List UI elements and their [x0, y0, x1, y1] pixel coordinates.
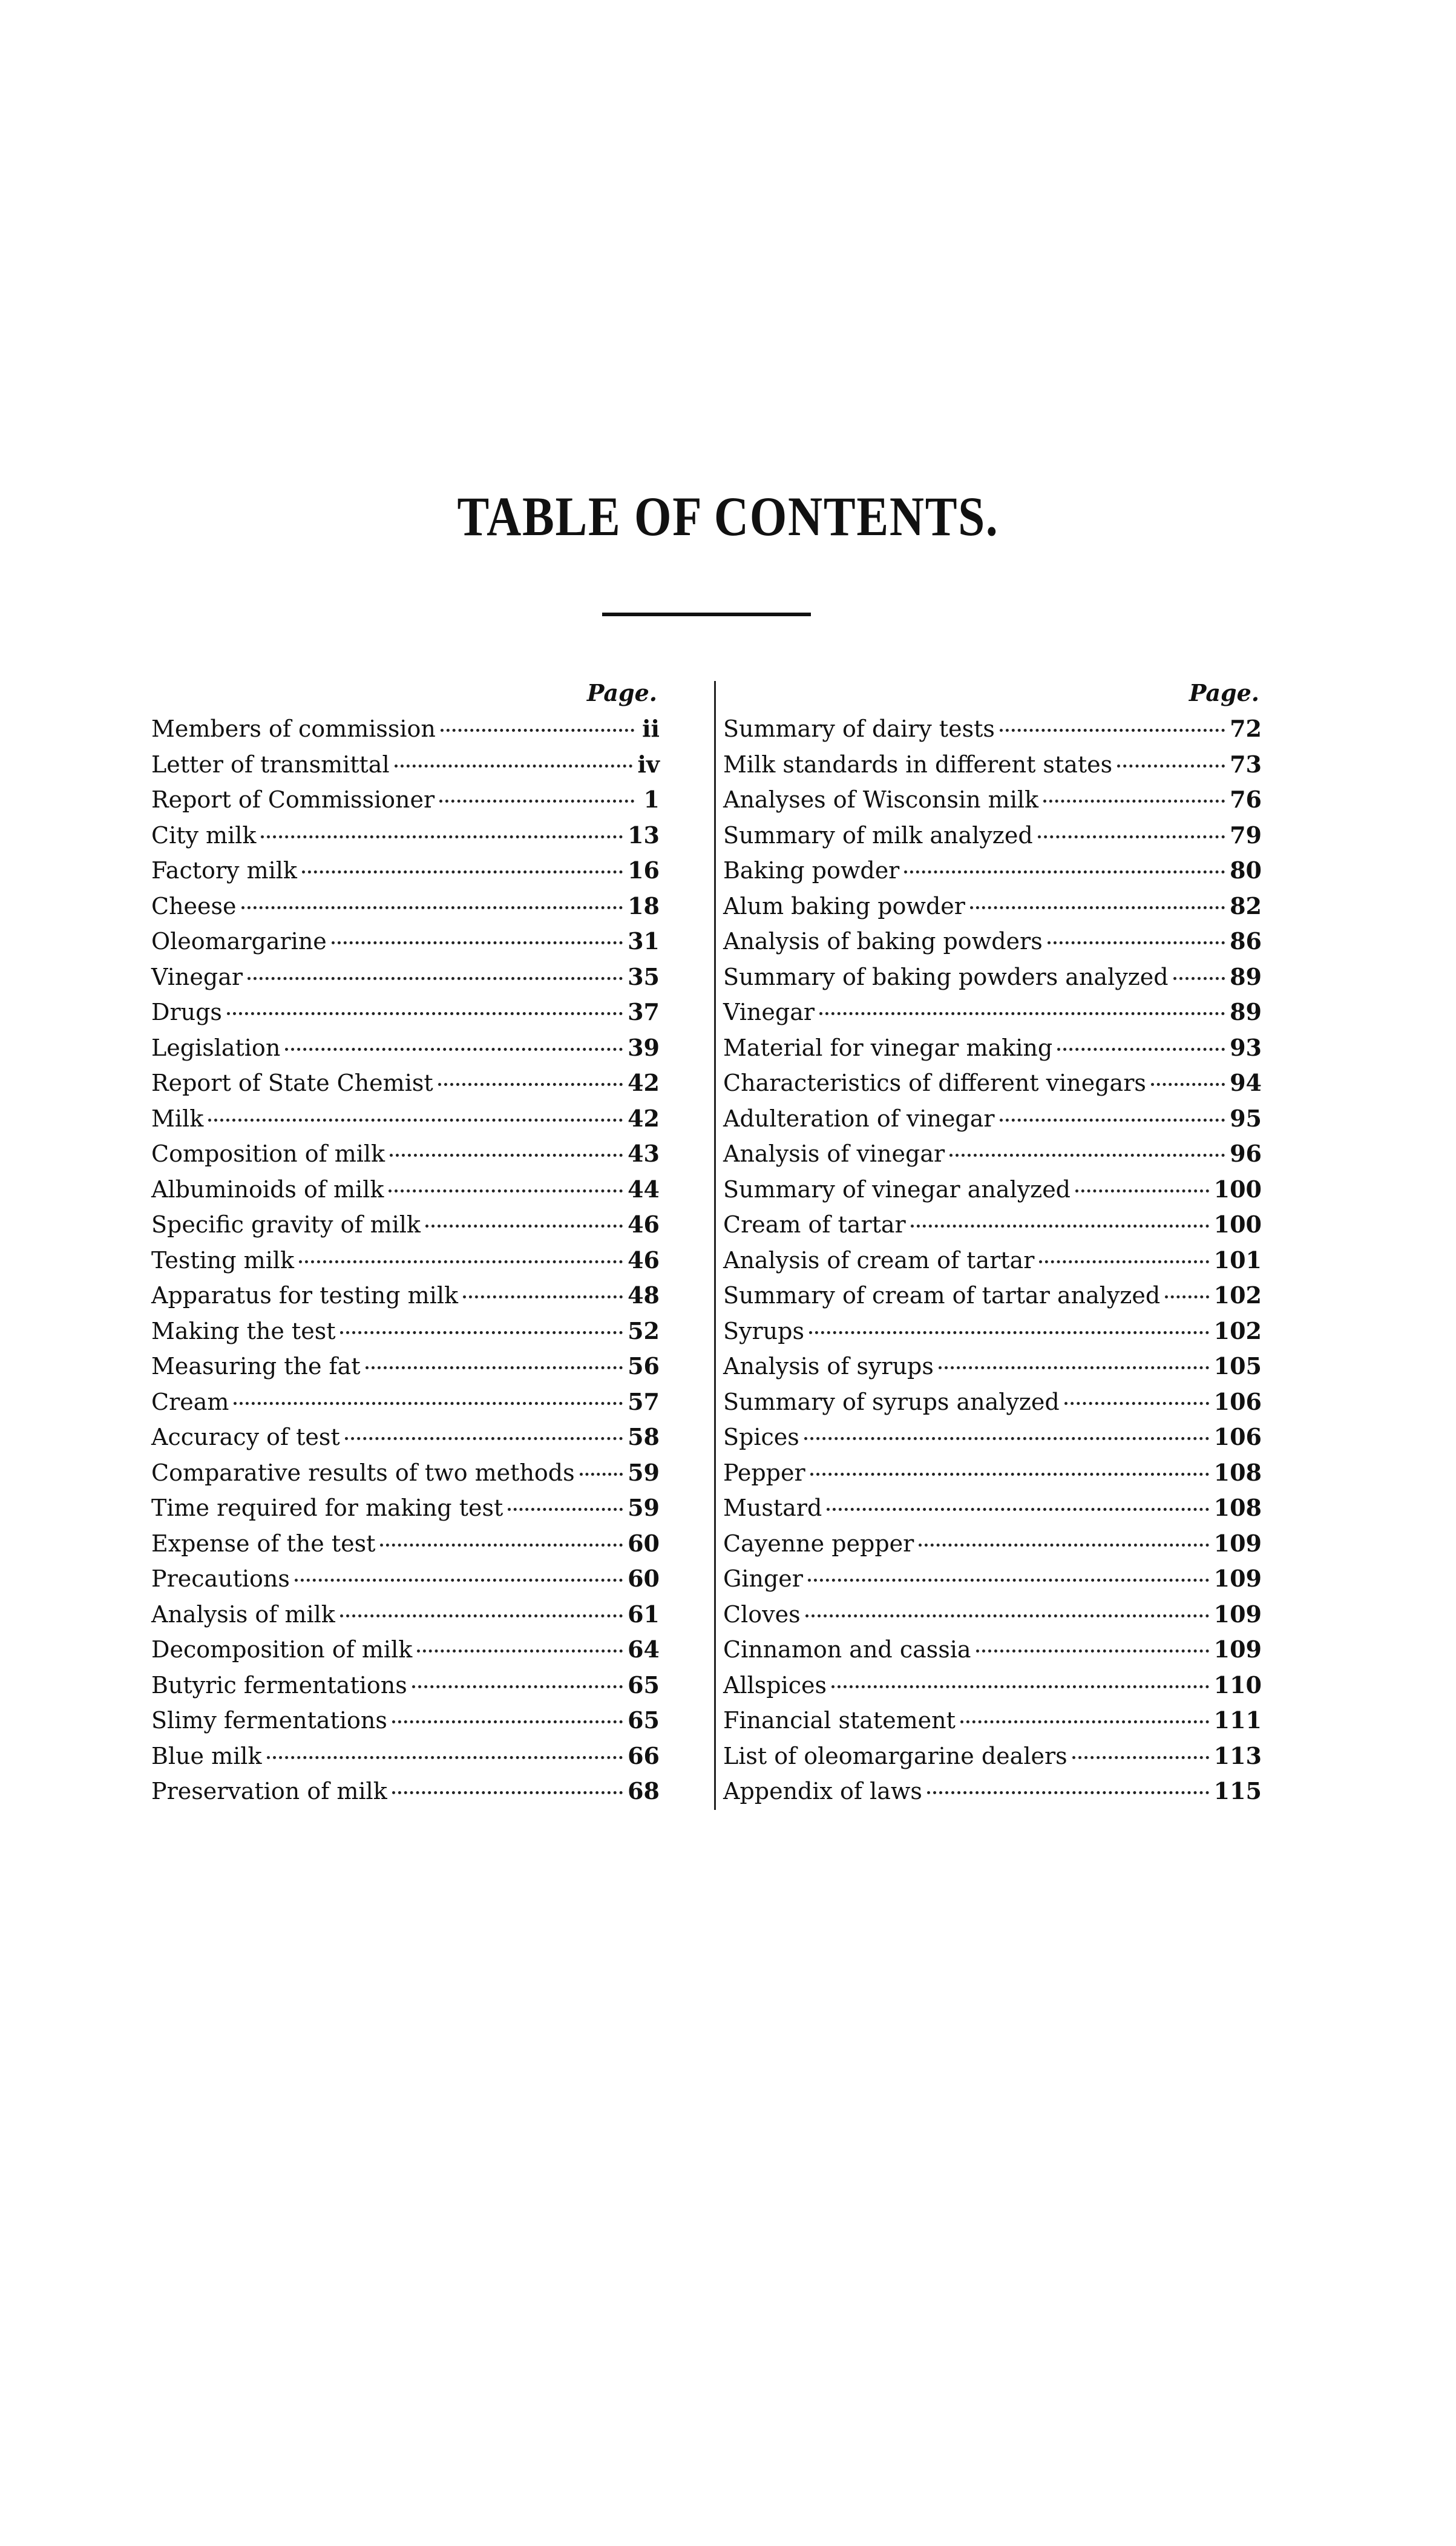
dot-leader [804, 1435, 1209, 1440]
dot-leader [1057, 1045, 1225, 1051]
toc-entry [151, 1703, 660, 1738]
toc-entry [151, 1384, 660, 1420]
toc-entry [723, 889, 1262, 924]
title-rule [602, 613, 811, 616]
dot-leader [1117, 762, 1225, 768]
toc-entry-page-number: 59 [628, 1494, 660, 1521]
dot-leader [345, 1435, 623, 1440]
toc-entry [151, 1065, 660, 1101]
toc-entry-page-number: 73 [1230, 750, 1262, 778]
toc-entry-page-number: 61 [628, 1600, 660, 1628]
dot-leader [904, 868, 1225, 873]
toc-entry-page-number: ii [642, 715, 660, 742]
toc-entry-page-number: 43 [628, 1140, 660, 1167]
dot-leader [1000, 1116, 1225, 1122]
dot-leader [340, 1612, 623, 1617]
toc-entry-page-number: 56 [628, 1352, 660, 1380]
toc-entry [723, 711, 1262, 747]
dot-leader [390, 1151, 623, 1157]
toc-entry-page-number: 72 [1230, 715, 1262, 742]
toc-entry [151, 1738, 660, 1774]
toc-entry-label: Analysis of vinegar [723, 1140, 945, 1167]
toc-entry-page-number: 39 [628, 1033, 660, 1061]
toc-entry-page-number: 113 [1213, 1742, 1262, 1769]
toc-entry-page-number: 109 [1213, 1529, 1262, 1557]
toc-entry [723, 782, 1262, 818]
dot-leader [441, 726, 634, 732]
dot-leader [939, 1364, 1209, 1369]
dot-leader [248, 975, 623, 980]
dot-leader [340, 1329, 623, 1334]
toc-entry-label: Summary of syrups analyzed [723, 1388, 1060, 1415]
toc-entry-page-number: 59 [628, 1458, 660, 1486]
toc-entry-label: Testing milk [151, 1246, 295, 1274]
dot-leader [927, 1789, 1209, 1794]
page-column-heading: Page. [586, 679, 657, 706]
dot-leader [366, 1364, 623, 1369]
toc-entry-label: Spices [723, 1424, 799, 1450]
toc-entry-page-number: 60 [628, 1529, 660, 1557]
toc-entry-label: Adulteration of vinegar [723, 1105, 995, 1132]
dot-leader [234, 1400, 623, 1405]
dot-leader [580, 1470, 623, 1476]
dot-leader [911, 1222, 1209, 1228]
toc-entry-label: Cream of tartar [723, 1211, 906, 1238]
dot-leader [302, 868, 623, 873]
toc-entry-page-number: 80 [1230, 857, 1262, 884]
toc-entry-page-number: 37 [628, 998, 660, 1025]
toc-entry-page-number: 111 [1213, 1706, 1262, 1734]
toc-entry [151, 1278, 660, 1314]
toc-entry [151, 1455, 660, 1491]
toc-entry-label: Summary of vinegar analyzed [723, 1176, 1071, 1203]
dot-leader [463, 1293, 623, 1298]
toc-entry-label: Vinegar [151, 963, 243, 990]
toc-entry-label: Analysis of milk [151, 1600, 335, 1628]
toc-entry-label: Letter of transmittal [151, 751, 390, 778]
toc-entry [723, 1526, 1262, 1562]
toc-entry-page-number: 89 [1230, 998, 1262, 1025]
toc-entry-page-number: 1 [643, 786, 660, 813]
dot-leader [805, 1612, 1209, 1617]
dot-leader [1075, 1187, 1209, 1192]
toc-entry [151, 1490, 660, 1526]
toc-entry-page-number: 93 [1230, 1033, 1262, 1061]
toc-entry-page-number: 109 [1213, 1600, 1262, 1628]
dot-leader [395, 762, 633, 768]
toc-entry-page-number: 46 [628, 1246, 660, 1274]
dot-leader [831, 1683, 1209, 1688]
toc-entry [723, 1314, 1262, 1349]
dot-leader [208, 1116, 623, 1122]
toc-entry [723, 1243, 1262, 1278]
toc-entry-label: Baking powder [723, 857, 900, 884]
toc-entry-page-number: 102 [1213, 1281, 1262, 1309]
toc-entry [723, 959, 1262, 995]
toc-entry [723, 1030, 1262, 1066]
toc-entry-label: Cream [151, 1388, 229, 1415]
dot-leader [417, 1647, 623, 1653]
dot-leader [1072, 1754, 1209, 1759]
toc-entry [151, 1668, 660, 1703]
toc-entry-page-number: 52 [628, 1317, 660, 1344]
toc-entry [723, 1349, 1262, 1384]
dot-leader [508, 1505, 623, 1511]
toc-entry-label: Milk [151, 1105, 204, 1132]
toc-entry-page-number: 101 [1213, 1246, 1262, 1274]
toc-entry-page-number: 13 [628, 821, 660, 849]
toc-entry-page-number: 31 [628, 927, 660, 955]
toc-entry [151, 1526, 660, 1562]
toc-entry [151, 1349, 660, 1384]
dot-leader [810, 1470, 1209, 1476]
page-title: TABLE OF CONTENTS. [457, 485, 999, 547]
dot-leader [299, 1258, 623, 1263]
toc-entry-label: Milk standards in different states [723, 751, 1113, 778]
toc-entry-page-number: 66 [628, 1742, 660, 1769]
toc-entry-label: Alum baking powder [723, 892, 965, 919]
toc-entry-page-number: iv [637, 750, 660, 778]
toc-entry [151, 1030, 660, 1066]
toc-entry-page-number: 48 [628, 1281, 660, 1309]
toc-entry-page-number: 64 [628, 1636, 660, 1663]
toc-entry [151, 782, 660, 818]
toc-entry-label: Time required for making test [151, 1495, 503, 1521]
toc-entry-label: Analysis of cream of tartar [723, 1246, 1035, 1274]
toc-entry [151, 995, 660, 1030]
dot-leader [1043, 797, 1225, 803]
toc-entry-label: Mustard [723, 1495, 822, 1521]
toc-entry-page-number: 89 [1230, 962, 1262, 990]
dot-leader [1000, 726, 1225, 732]
toc-entry [151, 889, 660, 924]
toc-entry-label: Members of commission [151, 715, 436, 742]
toc-entry-label: Report of State Chemist [151, 1070, 433, 1096]
toc-entry-label: Material for vinegar making [723, 1034, 1053, 1061]
toc-entry-page-number: 76 [1230, 786, 1262, 813]
toc-entry [723, 1455, 1262, 1491]
toc-entry-label: Albuminoids of milk [151, 1176, 384, 1203]
toc-entry-page-number: 42 [628, 1104, 660, 1132]
toc-entry-label: Analysis of syrups [723, 1353, 934, 1380]
toc-entry-label: Characteristics of different vinegars [723, 1070, 1146, 1096]
toc-entry [151, 1172, 660, 1208]
toc-entry-label: Measuring the fat [151, 1353, 361, 1380]
toc-entry [723, 1101, 1262, 1137]
dot-leader [1151, 1081, 1225, 1086]
toc-entry-page-number: 106 [1213, 1387, 1262, 1415]
toc-entry-page-number: 96 [1230, 1140, 1262, 1167]
toc-entry-label: Ginger [723, 1565, 803, 1592]
dot-leader [919, 1541, 1208, 1547]
toc-entry [151, 1207, 660, 1243]
dot-leader [970, 904, 1225, 909]
toc-entry [723, 1561, 1262, 1597]
toc-entry-label: Appendix of laws [723, 1778, 922, 1804]
toc-entry-page-number: 100 [1213, 1211, 1262, 1238]
dot-leader [227, 1010, 623, 1015]
dot-leader [1038, 833, 1225, 838]
toc-entry-label: Analysis of baking powders [723, 928, 1043, 955]
toc-entry [723, 1207, 1262, 1243]
toc-entry-page-number: 46 [628, 1211, 660, 1238]
toc-entry-label: Precautions [151, 1565, 290, 1592]
toc-entry-page-number: 18 [628, 892, 660, 919]
toc-entry-page-number: 108 [1213, 1458, 1262, 1486]
dot-leader [438, 1081, 623, 1086]
toc-entry [723, 924, 1262, 959]
toc-entry-label: Summary of baking powders analyzed [723, 963, 1169, 990]
dot-leader [241, 904, 623, 909]
toc-entry [723, 1136, 1262, 1172]
column-divider [714, 681, 716, 1810]
toc-entry-label: Expense of the test [151, 1530, 376, 1557]
toc-entry-label: Accuracy of test [151, 1424, 340, 1450]
dot-leader [949, 1151, 1225, 1157]
dot-leader [960, 1718, 1209, 1723]
toc-entry-page-number: 108 [1213, 1494, 1262, 1521]
toc-entry [723, 1632, 1262, 1668]
toc-entry-page-number: 57 [628, 1387, 660, 1415]
toc-entry-page-number: 86 [1230, 927, 1262, 955]
toc-entry [723, 818, 1262, 854]
toc-entry-label: Cinnamon and cassia [723, 1636, 971, 1663]
toc-entry-page-number: 109 [1213, 1636, 1262, 1663]
toc-entry-page-number: 79 [1230, 821, 1262, 849]
toc-entry [151, 924, 660, 959]
toc-entry-page-number: 95 [1230, 1104, 1262, 1132]
toc-entry [723, 853, 1262, 889]
toc-entry-label: Syrups [723, 1317, 804, 1344]
toc-entry-label: City milk [151, 821, 257, 849]
toc-entry-page-number: 60 [628, 1565, 660, 1592]
toc-entry [151, 818, 660, 854]
toc-entry-page-number: 68 [628, 1777, 660, 1804]
toc-entry-label: Pepper [723, 1459, 805, 1486]
toc-entry-label: Allspices [723, 1671, 827, 1699]
toc-entry [723, 1419, 1262, 1455]
dot-leader [1173, 975, 1225, 980]
dot-leader [1048, 939, 1225, 944]
toc-entry-label: Summary of milk analyzed [723, 821, 1033, 849]
dot-leader [808, 1576, 1209, 1582]
toc-entry-label: Apparatus for testing milk [151, 1282, 459, 1309]
toc-entry-label: Comparative results of two methods [151, 1459, 575, 1486]
dot-leader [1039, 1258, 1208, 1263]
dot-leader [412, 1683, 623, 1688]
toc-entry [151, 747, 660, 783]
dot-leader [425, 1222, 623, 1228]
toc-entry-label: Factory milk [151, 857, 297, 884]
toc-entry-label: Legislation [151, 1034, 281, 1061]
toc-entry-page-number: 42 [628, 1069, 660, 1096]
toc-entry-label: Drugs [151, 999, 222, 1025]
toc-entry-label: Cheese [151, 892, 237, 919]
dot-leader [380, 1541, 623, 1547]
dot-leader [976, 1647, 1209, 1653]
toc-entry-page-number: 82 [1230, 892, 1262, 919]
dot-leader [1064, 1400, 1209, 1405]
toc-entry-page-number: 65 [628, 1671, 660, 1699]
toc-entry [723, 1172, 1262, 1208]
toc-entry [723, 1278, 1262, 1314]
toc-entry-label: Butyric fermentations [151, 1671, 407, 1699]
dot-leader [285, 1045, 623, 1051]
dot-leader [392, 1789, 623, 1794]
toc-entry [151, 711, 660, 747]
toc-entry [151, 1419, 660, 1455]
toc-entry-label: Specific gravity of milk [151, 1211, 421, 1238]
dot-leader [389, 1187, 623, 1192]
toc-entry [723, 995, 1262, 1030]
toc-left-column [151, 675, 660, 1809]
toc-entry-label: Composition of milk [151, 1140, 385, 1167]
dot-leader [332, 939, 623, 944]
toc-entry-page-number: 65 [628, 1706, 660, 1734]
toc-entry [151, 1243, 660, 1278]
dot-leader [827, 1505, 1208, 1511]
toc-entry-page-number: 106 [1213, 1423, 1262, 1450]
toc-entry-label: Summary of dairy tests [723, 715, 995, 742]
toc-entry-label: Preservation of milk [151, 1778, 387, 1804]
toc-entry-label: Making the test [151, 1317, 336, 1344]
toc-entry-label: Summary of cream of tartar analyzed [723, 1282, 1161, 1309]
toc-entry-page-number: 100 [1213, 1175, 1262, 1203]
toc-entry [723, 1597, 1262, 1633]
toc-entry-page-number: 102 [1213, 1317, 1262, 1344]
toc-right-column [723, 675, 1262, 1809]
dot-leader [809, 1329, 1209, 1334]
toc-entry-page-number: 115 [1213, 1777, 1262, 1804]
toc-entry [151, 959, 660, 995]
toc-entry-list [151, 711, 660, 1809]
toc-entry [151, 1101, 660, 1137]
toc-entry-label: Oleomargarine [151, 928, 327, 955]
toc-entry-label: Decomposition of milk [151, 1636, 413, 1663]
toc-entry-page-number: 35 [628, 962, 660, 990]
toc-entry-label: Blue milk [151, 1742, 262, 1769]
toc-entry [151, 1632, 660, 1668]
dot-leader [267, 1754, 623, 1759]
toc-entry [723, 1774, 1262, 1809]
toc-entry-page-number: 44 [628, 1175, 660, 1203]
toc-entry-label: Analyses of Wisconsin milk [723, 786, 1039, 813]
toc-entry-page-number: 16 [628, 857, 660, 884]
dot-leader [439, 797, 634, 803]
toc-entry-label: Vinegar [723, 999, 815, 1025]
toc-entry-page-number: 105 [1213, 1352, 1262, 1380]
toc-entry-page-number: 110 [1213, 1671, 1262, 1699]
dot-leader [261, 833, 623, 838]
toc-entry-list [723, 711, 1262, 1809]
toc-entry [723, 1668, 1262, 1703]
toc-entry [723, 1738, 1262, 1774]
toc-entry [723, 1065, 1262, 1101]
toc-entry [151, 1136, 660, 1172]
toc-entry [723, 1384, 1262, 1420]
toc-entry-page-number: 58 [628, 1423, 660, 1450]
toc-entry-label: Cloves [723, 1600, 801, 1628]
toc-entry-label: List of oleomargarine dealers [723, 1742, 1067, 1769]
dot-leader [392, 1718, 623, 1723]
toc-entry-page-number: 109 [1213, 1565, 1262, 1592]
toc-entry-label: Slimy fermentations [151, 1707, 387, 1734]
toc-entry [151, 1561, 660, 1597]
toc-entry [723, 1703, 1262, 1738]
toc-entry [151, 1314, 660, 1349]
toc-entry [151, 853, 660, 889]
toc-entry-page-number: 94 [1230, 1069, 1262, 1096]
toc-entry-label: Report of Commissioner [151, 786, 435, 813]
dot-leader [295, 1576, 623, 1582]
dot-leader [819, 1010, 1225, 1015]
toc-entry [723, 747, 1262, 783]
toc-entry-label: Cayenne pepper [723, 1530, 914, 1557]
toc-entry [151, 1597, 660, 1633]
toc-entry [151, 1774, 660, 1809]
dot-leader [1165, 1293, 1208, 1298]
page-column-heading: Page. [1189, 679, 1259, 706]
toc-entry [723, 1490, 1262, 1526]
toc-entry-label: Financial statement [723, 1707, 956, 1734]
